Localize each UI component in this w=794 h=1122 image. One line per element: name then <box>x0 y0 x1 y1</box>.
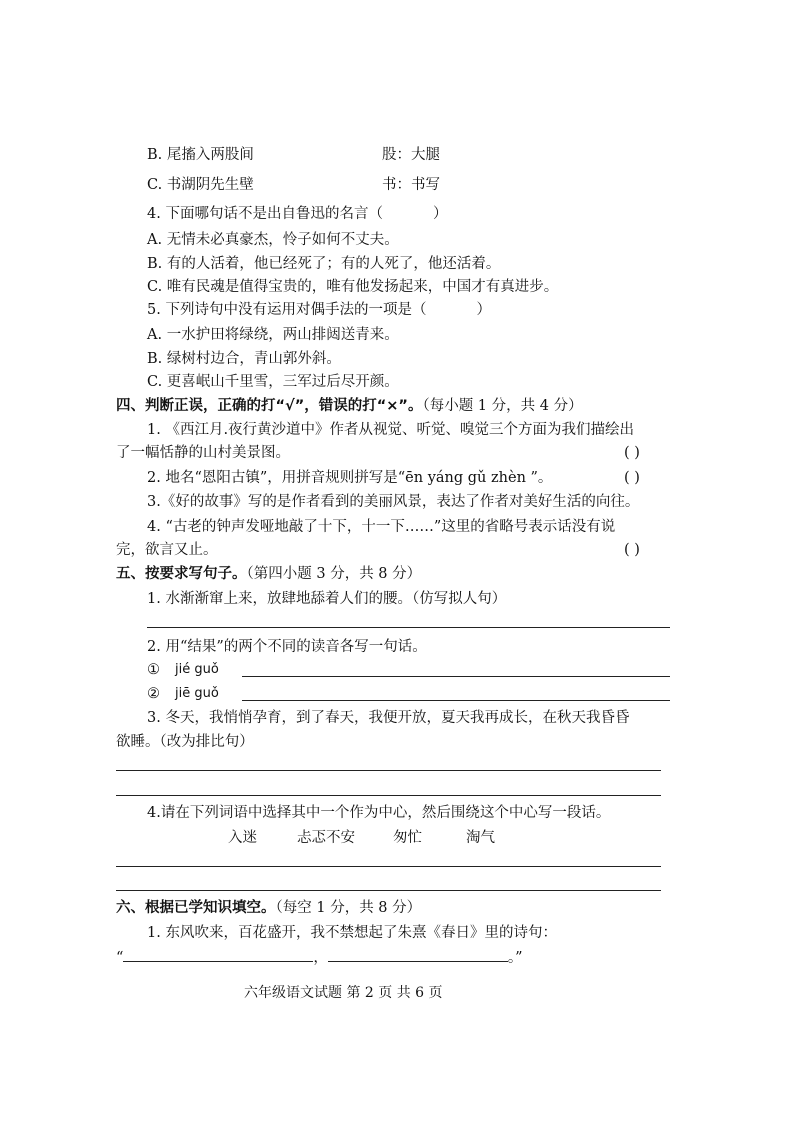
option-c-note: 书：书写 <box>382 177 440 193</box>
open-quote: “ <box>116 950 124 966</box>
section4-score: （每小题 1 分，共 4 分） <box>422 398 583 414</box>
comma: ， <box>313 950 328 966</box>
s4-q1-line1: 1. 《西江月.夜行黄沙道中》作者从视觉、听觉、嗅觉三个方面为我们描绘出 <box>147 422 635 438</box>
q4-option-c: C. 唯有民魂是值得宝贵的，唯有他发扬起来，中国才有真进步。 <box>147 279 559 295</box>
fill-blank[interactable] <box>328 947 508 962</box>
section6-score: （每空 1 分，共 8 分） <box>275 900 422 916</box>
q5-stem: 5. 下列诗句中没有运用对偶手法的一项是（ ） <box>147 302 491 318</box>
answer-line[interactable] <box>147 627 670 628</box>
answer-paren[interactable]: ( ) <box>624 445 640 461</box>
word-option: 入迷 <box>228 830 257 846</box>
answer-line[interactable] <box>242 700 670 701</box>
fill-blank[interactable] <box>123 947 313 962</box>
word-option: 忐忑不安 <box>297 830 355 846</box>
word-option: 淘气 <box>466 830 495 846</box>
section4-title: 四、判断正误，正确的打“√”，错误的打“×”。 <box>116 398 423 414</box>
s4-q1-line2: 了一幅恬静的山村美景图。 <box>116 445 290 461</box>
s5-q2-b-pinyin: jiē guǒ <box>175 686 219 701</box>
close-quote: 。” <box>507 950 523 966</box>
s4-q4-line2: 完，欲言又止。 <box>116 542 218 558</box>
q4-stem: 4. 下面哪句话不是出自鲁迅的名言（ ） <box>147 206 448 222</box>
s5-q3-line2: 欲睡。（改为排比句） <box>116 734 254 750</box>
q4-option-a: A. 无情未必真豪杰，怜子如何不丈夫。 <box>147 232 399 248</box>
answer-line[interactable] <box>116 866 661 867</box>
s4-q4-line1: 4. “古老的钟声发哑地敲了十下，十一下……”这里的省略号表示话没有说 <box>147 519 616 535</box>
page-footer: 六年级语文试题 第 2 页 共 6 页 <box>244 985 443 1001</box>
s5-q1: 1. 水渐渐窜上来，放肆地舔着人们的腰。（仿写拟人句） <box>147 591 507 607</box>
answer-line[interactable] <box>116 795 661 796</box>
q5-option-b: B. 绿树村边合，青山郭外斜。 <box>147 351 341 367</box>
s4-q2: 2. 地名“恩阳古镇”，用拼音规则拼写是“ēn yáng gǔ zhèn ”。 <box>147 470 553 486</box>
answer-paren[interactable]: ( ) <box>624 470 640 486</box>
word-option: 匆忙 <box>393 830 422 846</box>
q5-option-a: A. 一水护田将绿绕，两山排闼送青来。 <box>147 327 399 343</box>
answer-line[interactable] <box>116 890 661 891</box>
answer-paren[interactable]: ( ) <box>624 542 640 558</box>
section4-heading <box>116 396 583 416</box>
s5-q2-a-pinyin: jié guǒ <box>175 662 219 677</box>
q4-option-b: B. 有的人活着，他已经死了；有的人死了，他还活着。 <box>147 256 501 272</box>
option-c: C. 书湖阴先生壁 <box>147 177 254 193</box>
answer-line[interactable] <box>242 676 670 677</box>
s6-q1-blanks <box>116 947 523 968</box>
section5-score: （第四小题 3 分，共 8 分） <box>246 566 422 582</box>
section5-title: 五、按要求写句子。 <box>116 566 247 582</box>
s5-q2-a-mark: ① <box>147 662 160 678</box>
answer-line[interactable] <box>116 770 661 771</box>
s6-q1: 1. 东风吹来，百花盛开，我不禁想起了朱熹《春日》里的诗句： <box>147 925 557 941</box>
s4-q3: 3.《好的故事》写的是作者看到的美丽风景，表达了作者对美好生活的向往。 <box>147 494 640 510</box>
section5-heading <box>116 564 421 584</box>
s5-q3-line1: 3. 冬天，我悄悄孕育，到了春天，我便开放，夏天我再成长，在秋天我昏昏 <box>147 710 630 726</box>
s5-q2: 2. 用“结果”的两个不同的读音各写一句话。 <box>147 639 427 655</box>
section6-heading <box>116 898 421 918</box>
s5-q2-b-mark: ② <box>147 686 160 702</box>
s5-q4: 4.请在下列词语中选择其中一个作为中心，然后围绕这个中心写一段话。 <box>147 805 611 821</box>
q5-option-c: C. 更喜岷山千里雪，三军过后尽开颜。 <box>147 374 399 390</box>
section6-title: 六、根据已学知识填空。 <box>116 900 276 916</box>
option-b-note: 股：大腿 <box>382 147 440 163</box>
option-b: B. 尾搐入两股间 <box>147 147 254 163</box>
